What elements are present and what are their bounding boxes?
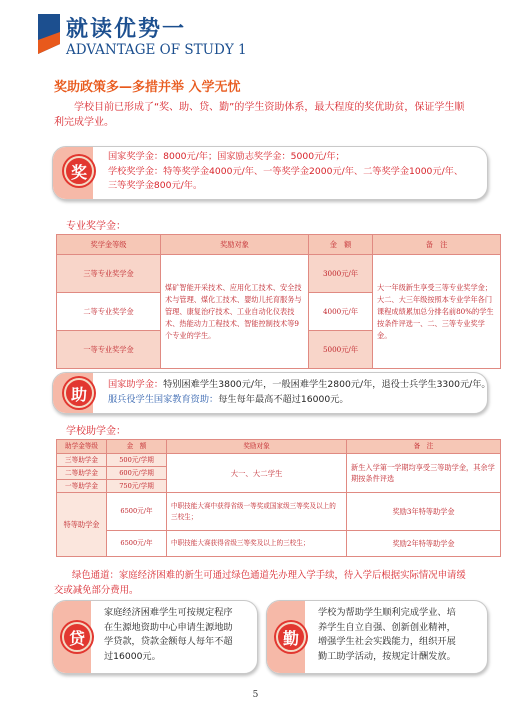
grant-amount: 600元/学期 bbox=[107, 467, 167, 480]
column-header: 助学金等级 bbox=[57, 440, 107, 454]
grant-target: 大一、大二学生 bbox=[167, 454, 347, 493]
grant-note: 奖励2年特等助学金 bbox=[347, 531, 501, 557]
grant-level-special: 特等助学金 bbox=[57, 493, 107, 557]
scholarship-level: 三等专业奖学金 bbox=[57, 255, 161, 293]
work-study-badge-icon: 勤 bbox=[276, 622, 306, 652]
work-study-card-text bbox=[318, 606, 456, 664]
column-header: 奖学金等级 bbox=[57, 235, 161, 255]
page-title: 就读优势一 bbox=[66, 17, 187, 42]
scholarship-target: 煤矿智能开采技术、应用化工技术、安全技术与管理、煤化工技术、婴幼儿托育服务与管理、康复治疗技术、工业自动化仪表技术、热能动力工程技术、智能控制技术等9个专业的学生。 bbox=[161, 255, 309, 369]
loan-line: 在生源地资助中心申请生源地助 bbox=[104, 621, 233, 633]
major-scholarship-label: 专业奖学金： bbox=[66, 221, 126, 232]
grant-amount: 6500元/年 bbox=[107, 493, 167, 531]
grant-military-label: 服兵役学生国家教育资助： bbox=[108, 393, 219, 405]
scholarship-line-third: 三等奖学金800元/年。 bbox=[108, 180, 203, 191]
column-header: 金 额 bbox=[107, 440, 167, 454]
school-grant-label: 学校助学金： bbox=[66, 426, 126, 437]
work-study-line: 增强学生社会实践能力，组织开展 bbox=[318, 636, 456, 647]
loan-line: 学贷款，贷款金额每人每年不超 bbox=[104, 636, 233, 647]
column-header: 金 额 bbox=[309, 235, 373, 255]
work-study-line: 养学生自立自强、创新创业精神， bbox=[318, 621, 456, 633]
grant-card-text bbox=[108, 378, 491, 407]
grant-note: 奖励3年特等助学金 bbox=[347, 493, 501, 531]
loan-line: 过16000元。 bbox=[104, 650, 161, 662]
grant-note: 新生入学第一学期均享受三等助学金，其余学期按条件评选 bbox=[347, 454, 501, 493]
green-channel-text: 家庭经济困难的新生可通过绿色通道先办理入学手续，待入学后根据实际情况申请缓交或减免部分费用。 bbox=[54, 570, 466, 596]
table-row bbox=[57, 454, 501, 467]
scholarship-line-national: 国家奖学金：8000元/年；国家励志奖学金：5000元/年； bbox=[108, 151, 345, 162]
grant-level: 三等助学金 bbox=[57, 454, 107, 467]
grant-national-label: 国家助学金： bbox=[108, 379, 164, 390]
scholarship-amount: 3000元/年 bbox=[309, 255, 373, 293]
header-logo-mark bbox=[38, 14, 60, 54]
scholarship-level: 二等专业奖学金 bbox=[57, 293, 161, 331]
table-row bbox=[57, 531, 501, 557]
table-row bbox=[57, 255, 501, 293]
column-header: 备 注 bbox=[347, 440, 501, 454]
column-header: 奖励对象 bbox=[161, 235, 309, 255]
scholarship-line-school: 学校奖学金：特等奖学金4000元/年、一等奖学金2000元/年、二等奖学金1000元/年、 bbox=[108, 165, 464, 177]
section-title: 奖助政策多—多措并举 入学无忧 bbox=[54, 80, 241, 95]
scholarship-note: 大一年级新生享受三等专业奖学金；大二、大三年级按照本专业学年各门课程成绩累加总分排名前80%的学生按条件评选一、二、三等专业奖学金。 bbox=[373, 255, 501, 369]
grant-national-text: 特别困难学生3800元/年，一般困难学生2800元/年，退役士兵学生3300元/年。 bbox=[163, 379, 491, 390]
page-number: 5 bbox=[252, 690, 259, 700]
grant-military-text: 每生每年最高不超过16000元。 bbox=[218, 393, 349, 405]
school-grant-table bbox=[56, 439, 501, 557]
major-scholarship-table bbox=[56, 234, 501, 369]
scholarship-badge-icon: 奖 bbox=[64, 156, 94, 186]
loan-line: 家庭经济困难学生可按规定程序 bbox=[104, 607, 233, 618]
green-channel-label: 绿色通道： bbox=[72, 570, 119, 581]
table-row bbox=[57, 493, 501, 531]
section-intro: 学校目前已形成了“奖、助、贷、勤”的学生资助体系，最大程度的奖优助贫，保证学生顺利完成学业。 bbox=[54, 102, 465, 128]
green-channel-note bbox=[54, 569, 474, 598]
grant-badge-icon: 助 bbox=[64, 378, 94, 408]
work-study-line: 学校为帮助学生顺利完成学业、培 bbox=[318, 607, 456, 618]
grant-level: 一等助学金 bbox=[57, 480, 107, 493]
table-header-row bbox=[57, 440, 501, 454]
loan-card-text bbox=[104, 606, 233, 664]
grant-target: 中职技能大赛获得省级三等奖及以上的三校生； bbox=[167, 531, 347, 557]
page-subtitle: ADVANTAGE OF STUDY 1 bbox=[66, 42, 247, 58]
scholarship-card-text bbox=[108, 150, 463, 194]
table-header-row bbox=[57, 235, 501, 255]
grant-target: 中职技能大赛中获得省级一等奖或国家级三等奖及以上的三校生； bbox=[167, 493, 347, 531]
grant-amount: 6500元/年 bbox=[107, 531, 167, 557]
scholarship-level: 一等专业奖学金 bbox=[57, 331, 161, 369]
loan-badge-icon: 贷 bbox=[62, 622, 92, 652]
grant-amount: 750元/学期 bbox=[107, 480, 167, 493]
scholarship-amount: 5000元/年 bbox=[309, 331, 373, 369]
grant-level: 二等助学金 bbox=[57, 467, 107, 480]
scholarship-amount: 4000元/年 bbox=[309, 293, 373, 331]
work-study-line: 勤工助学活动，按规定计酬发放。 bbox=[318, 650, 456, 662]
column-header: 备 注 bbox=[373, 235, 501, 255]
column-header: 奖励对象 bbox=[167, 440, 347, 454]
grant-amount: 500元/学期 bbox=[107, 454, 167, 467]
